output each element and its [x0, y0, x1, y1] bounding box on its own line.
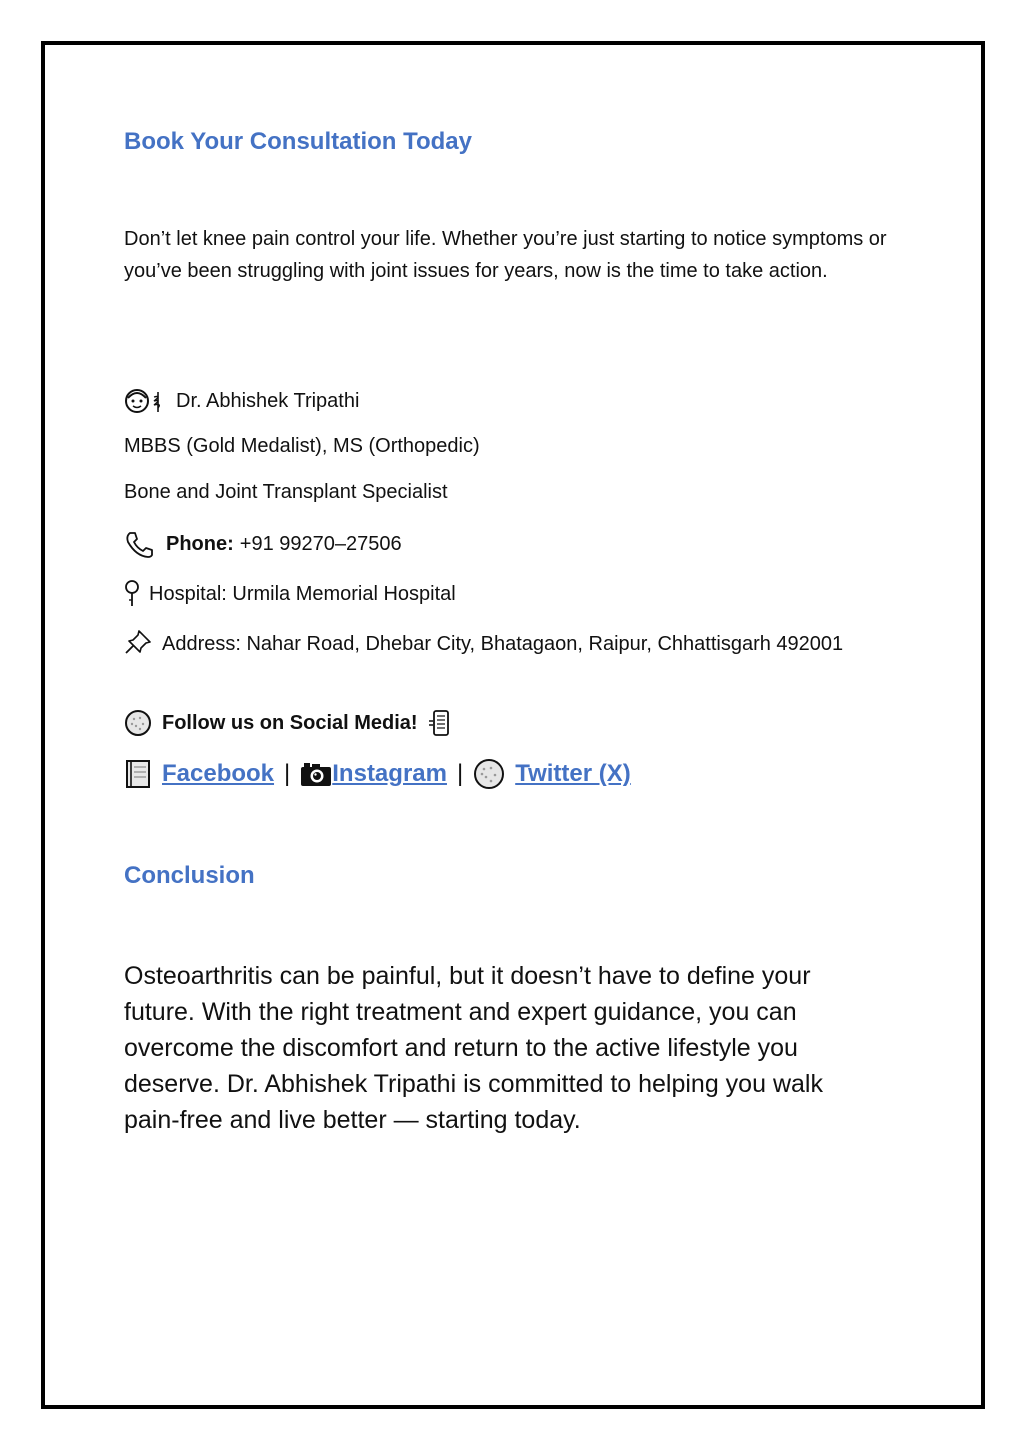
separator: | — [456, 760, 464, 787]
consultation-heading: Book Your Consultation Today — [124, 128, 472, 155]
pushpin-icon — [124, 628, 152, 656]
doctor-name-row — [124, 386, 359, 416]
globe-icon — [124, 709, 152, 737]
doctor-icon — [124, 387, 166, 415]
phone-icon — [124, 530, 156, 558]
hospital-text: Hospital: Urmila Memorial Hospital — [149, 583, 456, 605]
conclusion-heading: Conclusion — [124, 862, 255, 889]
address-text: Address: Nahar Road, Dhebar City, Bhatagaon, Raipur, Chhattisgarh 492001 — [162, 633, 844, 655]
doctor-degrees: MBBS (Gold Medalist), MS (Orthopedic) — [124, 435, 480, 457]
doctor-name: Dr. Abhishek Tripathi — [176, 390, 360, 412]
location-pin-icon — [124, 580, 140, 608]
mobile-phone-icon — [426, 709, 454, 737]
facebook-link[interactable]: Facebook — [162, 760, 275, 787]
phone-value[interactable]: +91 99270–27506 — [239, 533, 402, 555]
hospital-row — [124, 579, 456, 609]
phone-row — [124, 529, 402, 559]
camera-icon — [300, 760, 332, 788]
doctor-specialty: Bone and Joint Transplant Specialist — [124, 481, 448, 503]
conclusion-text: Osteoarthritis can be painful, but it doesn’t have to define your future. With the right treatment and expert guidance, you can overcome the discomfort and return to the active lifestyle you deserve. Dr. Abhishek Tripathi is committed to helping you walk pain-free and live better — starting today. — [124, 962, 823, 1134]
book-icon — [124, 760, 152, 788]
follow-row — [124, 708, 464, 738]
consultation-intro: Don’t let knee pain control your life. Whether you’re just starting to notice symptoms or you’ve been struggling with joint issues for years, now is the time to take action. — [124, 228, 887, 282]
twitter-link[interactable]: Twitter (X) — [515, 760, 631, 787]
separator: | — [284, 760, 291, 787]
instagram-link[interactable]: Instagram — [332, 760, 447, 787]
phone-label: Phone: — [166, 533, 234, 555]
follow-text: Follow us on Social Media! — [162, 712, 418, 734]
globe-icon — [473, 760, 505, 788]
address-row — [124, 628, 854, 660]
social-links-row — [124, 757, 631, 791]
